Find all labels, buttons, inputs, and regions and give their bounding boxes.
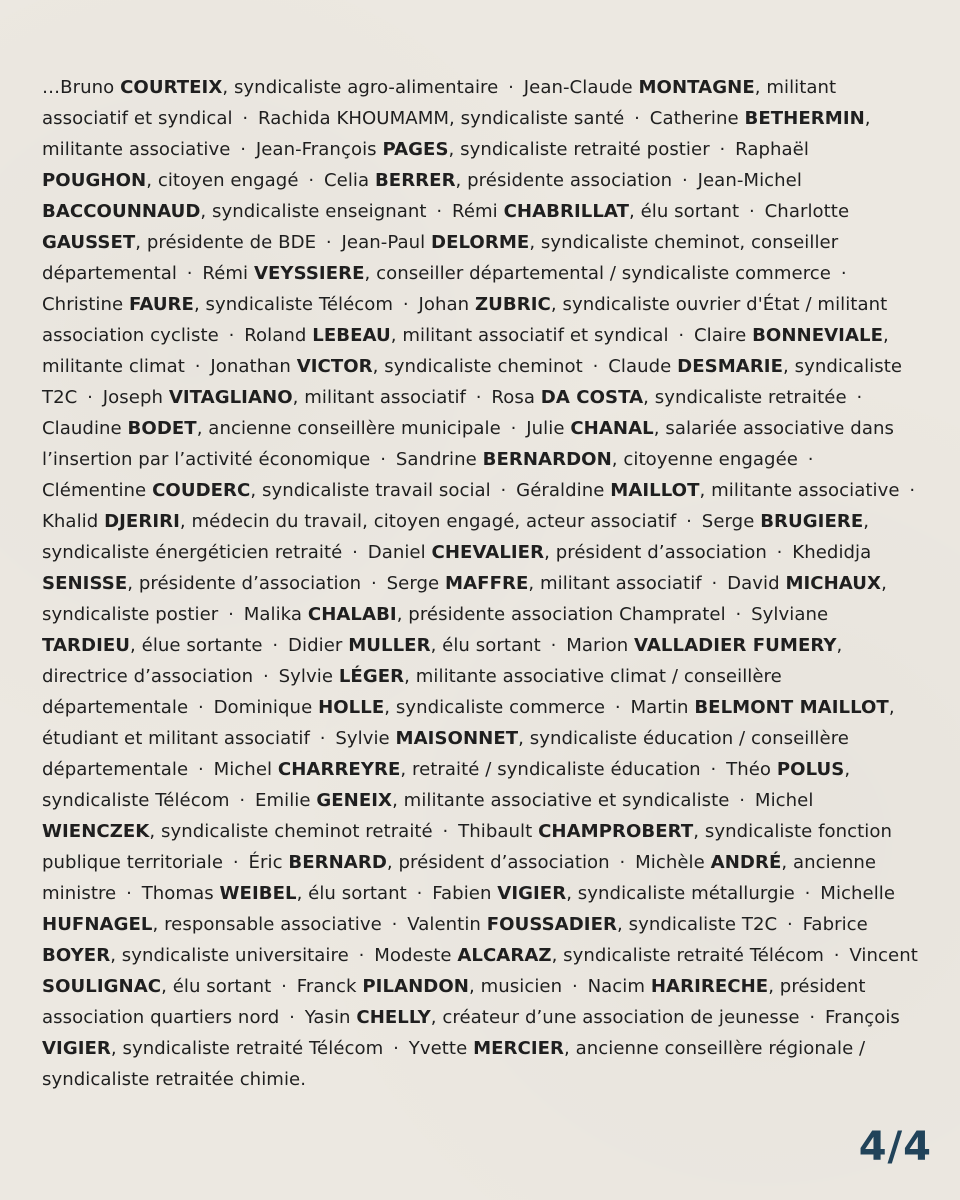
first-name: Modeste bbox=[374, 945, 452, 966]
first-name: Emilie bbox=[254, 790, 311, 811]
first-name: Franck bbox=[296, 976, 357, 997]
last-name: WIENCZEK bbox=[42, 821, 150, 842]
list-item bbox=[42, 480, 491, 501]
last-name: CHELLY bbox=[356, 1007, 431, 1028]
role: , militant associatif bbox=[528, 573, 702, 594]
last-name: BERNARD bbox=[288, 852, 387, 873]
role: , étudiant et militant associatif bbox=[42, 697, 895, 749]
last-name: LEBEAU bbox=[312, 325, 391, 346]
role: , syndicaliste éducation / conseillère départementale bbox=[42, 728, 849, 780]
last-name: ALCARAZ bbox=[457, 945, 552, 966]
first-name: Yvette bbox=[408, 1038, 468, 1059]
separator-dot: · bbox=[391, 914, 398, 935]
separator-dot: · bbox=[232, 852, 239, 873]
separator-dot: · bbox=[436, 201, 443, 222]
last-name: BONNEVIALE bbox=[752, 325, 884, 346]
role: , élu sortant bbox=[161, 976, 272, 997]
role: , ancienne conseillère municipale bbox=[196, 418, 501, 439]
last-name: VEYSSIERE bbox=[253, 263, 365, 284]
separator-dot: · bbox=[592, 356, 599, 377]
separator-dot: · bbox=[686, 511, 692, 532]
last-name: PAGES bbox=[382, 139, 449, 160]
last-name: CHABRILLAT bbox=[503, 201, 629, 222]
last-name: POUGHON bbox=[42, 170, 147, 191]
separator-dot: · bbox=[197, 759, 204, 780]
list-item bbox=[42, 294, 393, 315]
separator-dot: · bbox=[272, 635, 279, 656]
last-name: GAUSSET bbox=[42, 232, 136, 253]
role: , syndicaliste métallurgie bbox=[566, 883, 795, 904]
role: , syndicaliste universitaire bbox=[110, 945, 349, 966]
separator-dot: · bbox=[371, 573, 377, 594]
last-name: CHARREYRE bbox=[277, 759, 401, 780]
role: , syndicaliste Télécom bbox=[193, 294, 394, 315]
last-name: CHEVALIER bbox=[431, 542, 545, 563]
separator-dot: · bbox=[804, 883, 811, 904]
list-item bbox=[244, 604, 726, 625]
first-name: Claude bbox=[608, 356, 672, 377]
list-item bbox=[324, 170, 672, 191]
role: , responsable associative bbox=[152, 914, 382, 935]
list-item bbox=[142, 883, 407, 904]
list-item bbox=[516, 480, 899, 501]
role: , médecin du travail, citoyen engagé, acteur associatif bbox=[179, 511, 677, 532]
list-item bbox=[202, 263, 831, 284]
role: , syndicaliste retraitée bbox=[643, 387, 847, 408]
last-name: HUFNAGEL bbox=[42, 914, 153, 935]
separator-dot: · bbox=[710, 759, 717, 780]
last-name: CHAMPROBERT bbox=[538, 821, 694, 842]
separator-dot: · bbox=[475, 387, 482, 408]
last-name: DJERIRI bbox=[104, 511, 180, 532]
last-name: BRUGIERE bbox=[760, 511, 864, 532]
role: , syndicaliste travail social bbox=[250, 480, 491, 501]
role: , présidente d’association bbox=[127, 573, 362, 594]
first-name: Thibault bbox=[458, 821, 533, 842]
last-name: MULLER bbox=[348, 635, 431, 656]
separator-dot: · bbox=[571, 976, 578, 997]
role: , citoyen engagé bbox=[146, 170, 299, 191]
separator-dot: · bbox=[240, 139, 247, 160]
role: , présidente association Champratel bbox=[396, 604, 726, 625]
list-item bbox=[256, 139, 710, 160]
first-name: Khedidja bbox=[792, 542, 872, 563]
list-item bbox=[387, 573, 702, 594]
separator-dot: · bbox=[442, 821, 449, 842]
first-name: Nacim bbox=[587, 976, 646, 997]
last-name: MERCIER bbox=[473, 1038, 565, 1059]
separator-dot: · bbox=[393, 1038, 399, 1059]
last-name: VITAGLIANO bbox=[168, 387, 293, 408]
role: , retraité / syndicaliste éducation bbox=[400, 759, 701, 780]
last-name: FOUSSADIER bbox=[486, 914, 617, 935]
separator-dot: · bbox=[833, 945, 840, 966]
last-name: MONTAGNE bbox=[638, 77, 755, 98]
first-name: Bruno bbox=[60, 77, 115, 98]
list-item bbox=[210, 356, 582, 377]
first-name: Jean-Paul bbox=[341, 232, 426, 253]
separator-dot: · bbox=[228, 325, 235, 346]
list-closing: . bbox=[300, 1069, 307, 1090]
last-name: HOLLE bbox=[318, 697, 385, 718]
list-item bbox=[432, 883, 795, 904]
separator-dot: · bbox=[358, 945, 365, 966]
separator-dot: · bbox=[319, 728, 326, 749]
role: , syndicaliste T2C bbox=[616, 914, 778, 935]
last-name: MICHAUX bbox=[785, 573, 882, 594]
separator-dot: · bbox=[807, 449, 814, 470]
first-name: Michelle bbox=[820, 883, 896, 904]
first-name: Michèle bbox=[635, 852, 705, 873]
role: , présidente association bbox=[455, 170, 673, 191]
first-name: Julie bbox=[526, 418, 565, 439]
role: , ancienne ministre bbox=[42, 852, 877, 904]
first-name: Théo bbox=[726, 759, 772, 780]
first-name: Éric bbox=[248, 852, 283, 873]
separator-dot: · bbox=[809, 1007, 816, 1028]
list-item bbox=[60, 77, 498, 98]
separator-dot: · bbox=[550, 635, 557, 656]
role: , militant associatif bbox=[292, 387, 466, 408]
list-item bbox=[297, 976, 562, 997]
role: , syndicaliste cheminot retraité bbox=[149, 821, 433, 842]
list-item bbox=[103, 387, 466, 408]
separator-dot: · bbox=[510, 418, 517, 439]
role: , syndicaliste retraité Télécom bbox=[551, 945, 824, 966]
separator-dot: · bbox=[126, 883, 132, 904]
separator-dot: · bbox=[739, 790, 746, 811]
last-name: MAFFRE bbox=[445, 573, 529, 594]
first-name: Vincent bbox=[849, 945, 918, 966]
last-name: BELMONT MAILLOT bbox=[694, 697, 889, 718]
separator-dot: · bbox=[678, 325, 685, 346]
list-item bbox=[374, 945, 824, 966]
last-name: COUDERC bbox=[152, 480, 251, 501]
first-name: Serge bbox=[386, 573, 440, 594]
last-name: SENISSE bbox=[42, 573, 128, 594]
role: , militante associative et syndicaliste bbox=[392, 790, 730, 811]
role: , président association quartiers nord bbox=[42, 976, 866, 1028]
role: , musicien bbox=[469, 976, 563, 997]
first-name: Jean-Michel bbox=[697, 170, 802, 191]
first-name: Jean-Claude bbox=[523, 77, 633, 98]
separator-dot: · bbox=[787, 914, 793, 935]
role: , syndicaliste postier bbox=[42, 573, 887, 625]
list-item bbox=[42, 511, 676, 532]
separator-dot: · bbox=[308, 170, 315, 191]
role: , syndicaliste agro-alimentaire bbox=[222, 77, 499, 98]
role: , syndicaliste cheminot, conseiller départemental bbox=[42, 232, 839, 284]
separator-dot: · bbox=[508, 77, 514, 98]
first-name: Christine bbox=[42, 294, 124, 315]
first-name: Joseph bbox=[102, 387, 164, 408]
separator-dot: · bbox=[325, 232, 332, 253]
role: , conseiller départemental / syndicaliste commerce bbox=[364, 263, 831, 284]
role: , syndicaliste ouvrier d'État / militant association cycliste bbox=[42, 294, 888, 346]
last-name: VICTOR bbox=[296, 356, 373, 377]
separator-dot: · bbox=[416, 883, 423, 904]
list-item bbox=[42, 418, 501, 439]
last-name: CHANAL bbox=[570, 418, 654, 439]
list-item bbox=[244, 325, 668, 346]
separator-dot: · bbox=[681, 170, 688, 191]
first-name: Fabien bbox=[432, 883, 492, 904]
first-name: Johan bbox=[418, 294, 470, 315]
first-name: Géraldine bbox=[516, 480, 605, 501]
page-number: 4/4 bbox=[858, 1124, 932, 1170]
role: , syndicaliste retraité Télécom bbox=[110, 1038, 384, 1059]
separator-dot: · bbox=[380, 449, 386, 470]
entries-container bbox=[42, 77, 919, 1090]
list-intro-ellipsis: … bbox=[42, 77, 61, 98]
first-name: David bbox=[727, 573, 780, 594]
last-name: GENEIX bbox=[316, 790, 393, 811]
separator-dot: · bbox=[289, 1007, 295, 1028]
list-item bbox=[452, 201, 739, 222]
first-name: François bbox=[824, 1007, 900, 1028]
separator-dot: · bbox=[352, 542, 358, 563]
role: , élu sortant bbox=[430, 635, 541, 656]
last-name: COURTEIX bbox=[120, 77, 223, 98]
last-name: DELORME bbox=[431, 232, 530, 253]
first-name: Sylvie bbox=[278, 666, 334, 687]
first-name: Celia bbox=[323, 170, 370, 191]
separator-dot: · bbox=[194, 356, 201, 377]
first-name: Michel bbox=[754, 790, 814, 811]
last-name: ZUBRIC bbox=[475, 294, 551, 315]
last-name: ANDRÉ bbox=[710, 852, 782, 873]
role: , salariée associative dans l’insertion par l’activité économique bbox=[42, 418, 894, 470]
first-name: Roland bbox=[244, 325, 307, 346]
first-name: Catherine bbox=[649, 108, 739, 129]
role: , élue sortante bbox=[130, 635, 263, 656]
candidate-list bbox=[42, 72, 922, 1095]
first-name: Malika bbox=[243, 604, 303, 625]
separator-dot: · bbox=[735, 604, 742, 625]
last-name: PILANDON bbox=[362, 976, 469, 997]
first-name: Michel bbox=[213, 759, 273, 780]
role: , créateur d’une association de jeunesse bbox=[430, 1007, 800, 1028]
separator-dot: · bbox=[402, 294, 409, 315]
last-name: BETHERMIN bbox=[744, 108, 865, 129]
role: , syndicaliste énergéticien retraité bbox=[42, 511, 870, 563]
separator-dot: · bbox=[197, 697, 204, 718]
list-item bbox=[305, 1007, 800, 1028]
role: , syndicaliste T2C bbox=[42, 356, 903, 408]
separator-dot: · bbox=[909, 480, 916, 501]
separator-dot: · bbox=[711, 573, 718, 594]
role: , syndicaliste enseignant bbox=[200, 201, 427, 222]
last-name: VIGIER bbox=[497, 883, 567, 904]
last-name: LÉGER bbox=[338, 666, 405, 687]
separator-dot: · bbox=[749, 201, 755, 222]
first-name: Raphaël bbox=[735, 139, 809, 160]
first-name: Jonathan bbox=[210, 356, 291, 377]
list-item bbox=[288, 635, 541, 656]
last-name: DA COSTA bbox=[540, 387, 644, 408]
role: , élu sortant bbox=[628, 201, 740, 222]
role: , syndicaliste commerce bbox=[384, 697, 606, 718]
separator-dot: · bbox=[719, 139, 726, 160]
separator-dot: · bbox=[634, 108, 640, 129]
list-item bbox=[368, 542, 767, 563]
role: , président d’association bbox=[386, 852, 610, 873]
first-name: Serge bbox=[701, 511, 755, 532]
last-name: BERRER bbox=[374, 170, 456, 191]
first-name: Valentin bbox=[407, 914, 481, 935]
first-name: Dominique bbox=[213, 697, 313, 718]
role: , militante associative bbox=[42, 108, 871, 160]
last-name: BODET bbox=[127, 418, 197, 439]
separator-dot: · bbox=[614, 697, 621, 718]
last-name: VALLADIER FUMERY bbox=[634, 635, 837, 656]
role: , militante climat bbox=[42, 325, 889, 377]
list-item bbox=[214, 697, 606, 718]
separator-dot: · bbox=[186, 263, 193, 284]
last-name: BOYER bbox=[42, 945, 111, 966]
first-name: Sylviane bbox=[751, 604, 829, 625]
first-name: Charlotte bbox=[764, 201, 850, 222]
first-name: Daniel bbox=[367, 542, 426, 563]
first-name: Marion bbox=[566, 635, 629, 656]
role: , président d’association bbox=[544, 542, 767, 563]
role: , syndicaliste Télécom bbox=[42, 759, 851, 811]
first-name: Jean-François bbox=[255, 139, 377, 160]
first-name: Sylvie bbox=[335, 728, 390, 749]
role: , syndicaliste fonction publique territoriale bbox=[42, 821, 893, 873]
separator-dot: · bbox=[239, 790, 246, 811]
list-item bbox=[249, 852, 610, 873]
first-name: Rémi bbox=[452, 201, 498, 222]
first-name: Rémi bbox=[202, 263, 249, 284]
role: , militante associative climat / conseillère départementale bbox=[42, 666, 782, 718]
role: , syndicaliste retraité postier bbox=[448, 139, 710, 160]
role: , présidente de BDE bbox=[135, 232, 317, 253]
first-name: Thomas bbox=[141, 883, 214, 904]
last-name: HARIRECHE bbox=[650, 976, 769, 997]
list-item bbox=[255, 790, 730, 811]
separator-dot: · bbox=[263, 666, 269, 687]
last-name: TARDIEU bbox=[42, 635, 131, 656]
first-name: Rachida KHOUMAMM bbox=[258, 108, 450, 129]
last-name: MAISONNET bbox=[395, 728, 519, 749]
list-item bbox=[214, 759, 701, 780]
last-name: DESMARIE bbox=[677, 356, 783, 377]
last-name: POLUS bbox=[776, 759, 845, 780]
last-name: CHALABI bbox=[307, 604, 397, 625]
role: , citoyenne engagée bbox=[611, 449, 798, 470]
last-name: MAILLOT bbox=[610, 480, 700, 501]
separator-dot: · bbox=[619, 852, 626, 873]
role: , militant associatif et syndical bbox=[390, 325, 669, 346]
separator-dot: · bbox=[281, 976, 287, 997]
role: , militant associatif et syndical bbox=[42, 77, 837, 129]
separator-dot: · bbox=[228, 604, 234, 625]
first-name: Rosa bbox=[491, 387, 535, 408]
role: , syndicaliste santé bbox=[449, 108, 625, 129]
last-name: BACCOUNNAUD bbox=[42, 201, 201, 222]
last-name: BERNARDON bbox=[482, 449, 612, 470]
last-name: FAURE bbox=[128, 294, 194, 315]
separator-dot: · bbox=[500, 480, 507, 501]
separator-dot: · bbox=[776, 542, 783, 563]
role: , syndicaliste cheminot bbox=[372, 356, 583, 377]
first-name: Didier bbox=[288, 635, 343, 656]
first-name: Sandrine bbox=[395, 449, 477, 470]
last-name: VIGIER bbox=[42, 1038, 111, 1059]
role: , ancienne conseillère régionale / syndicaliste retraitée chimie bbox=[42, 1038, 866, 1090]
separator-dot: · bbox=[87, 387, 93, 408]
first-name: Khalid bbox=[42, 511, 99, 532]
first-name: Fabrice bbox=[802, 914, 868, 935]
role: , élu sortant bbox=[296, 883, 407, 904]
role: , directrice d’association bbox=[42, 635, 843, 687]
first-name: Claudine bbox=[42, 418, 122, 439]
last-name: SOULIGNAC bbox=[42, 976, 162, 997]
list-item bbox=[491, 387, 846, 408]
separator-dot: · bbox=[856, 387, 863, 408]
separator-dot: · bbox=[242, 108, 249, 129]
first-name: Yasin bbox=[304, 1007, 351, 1028]
last-name: WEIBEL bbox=[219, 883, 297, 904]
first-name: Claire bbox=[694, 325, 747, 346]
first-name: Martin bbox=[630, 697, 689, 718]
separator-dot: · bbox=[840, 263, 847, 284]
list-item bbox=[396, 449, 798, 470]
list-item bbox=[407, 914, 777, 935]
first-name: Clémentine bbox=[42, 480, 147, 501]
role: , militante associative bbox=[699, 480, 900, 501]
list-item bbox=[258, 108, 624, 129]
